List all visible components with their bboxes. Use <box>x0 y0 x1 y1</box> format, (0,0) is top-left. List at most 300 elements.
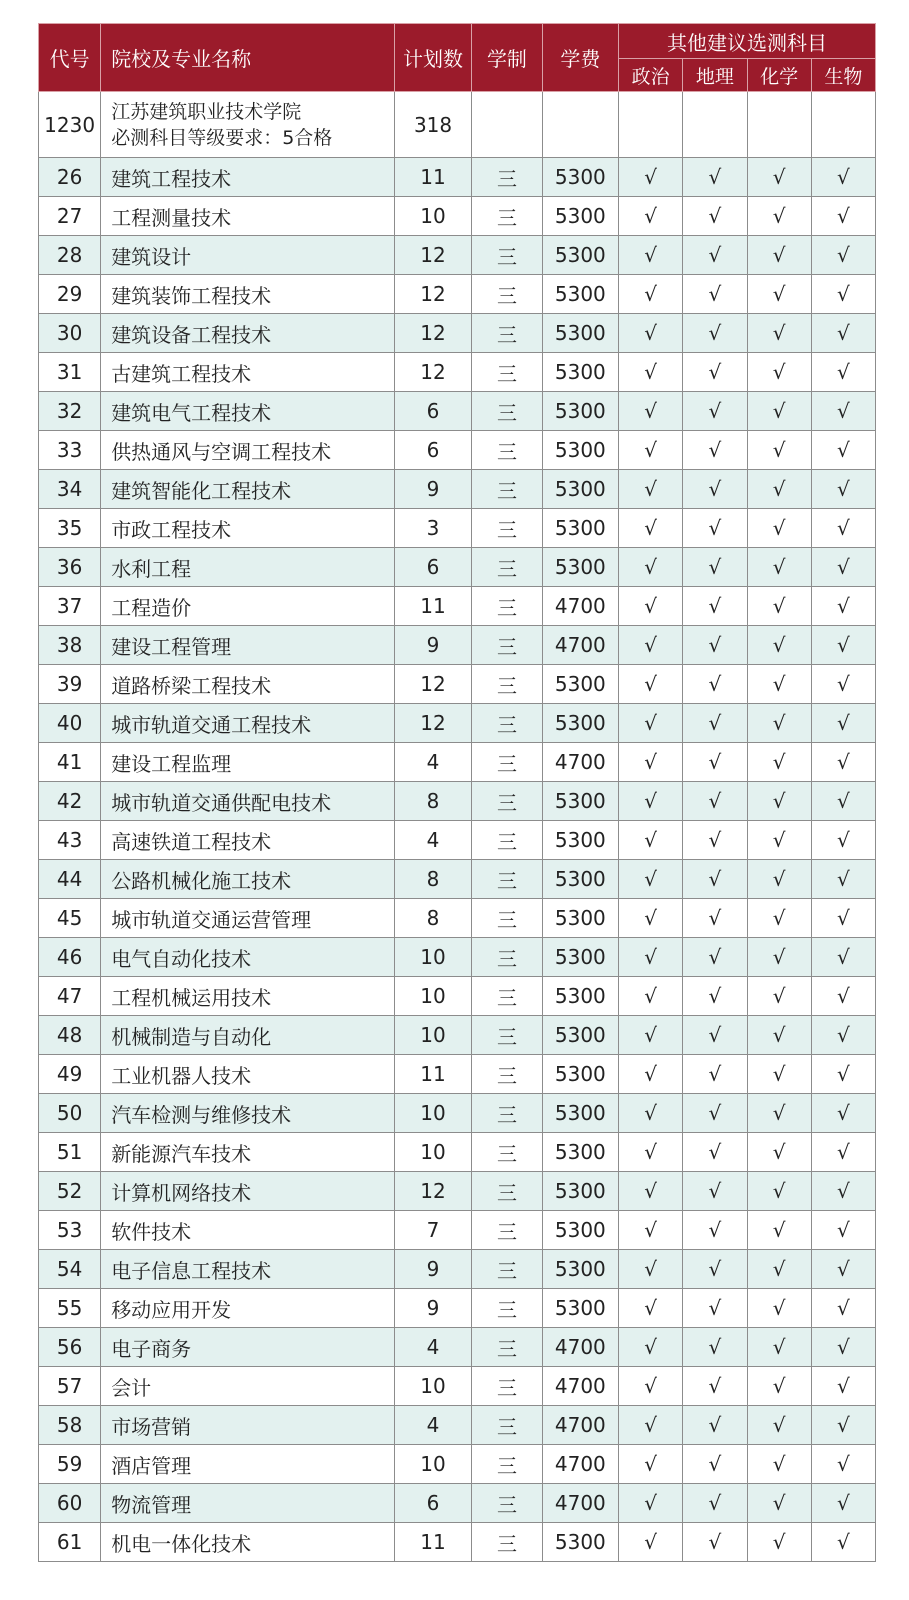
major-plan: 9 <box>394 1289 471 1328</box>
check-mark-geography: √ <box>683 665 747 704</box>
major-duration: 三 <box>472 548 542 587</box>
major-duration: 三 <box>472 197 542 236</box>
major-name: 电气自动化技术 <box>101 938 395 977</box>
table-header <box>39 24 876 92</box>
major-plan: 10 <box>394 1367 471 1406</box>
institution-plan: 318 <box>394 92 471 158</box>
major-name: 公路机械化施工技术 <box>101 860 395 899</box>
check-mark-biology: √ <box>811 197 875 236</box>
check-mark-geography: √ <box>683 1406 747 1445</box>
check-mark-biology: √ <box>811 548 875 587</box>
table-row <box>39 236 876 275</box>
major-plan: 4 <box>394 821 471 860</box>
check-mark-geography: √ <box>683 1133 747 1172</box>
table-row <box>39 1172 876 1211</box>
check-mark-politics: √ <box>619 392 683 431</box>
major-name: 会计 <box>101 1367 395 1406</box>
major-duration: 三 <box>472 821 542 860</box>
check-mark-chemistry: √ <box>747 1055 811 1094</box>
check-mark-geography: √ <box>683 353 747 392</box>
major-tuition: 5300 <box>542 665 618 704</box>
check-mark-politics: √ <box>619 314 683 353</box>
major-tuition: 5300 <box>542 1250 618 1289</box>
check-mark-biology: √ <box>811 1133 875 1172</box>
major-duration: 三 <box>472 899 542 938</box>
check-mark-geography: √ <box>683 314 747 353</box>
major-tuition: 4700 <box>542 1484 618 1523</box>
check-mark-chemistry: √ <box>747 665 811 704</box>
major-plan: 6 <box>394 392 471 431</box>
major-duration: 三 <box>472 938 542 977</box>
major-duration: 三 <box>472 1484 542 1523</box>
header-subject-biology: 生物 <box>811 59 875 92</box>
header-code: 代号 <box>39 24 101 92</box>
major-tuition: 5300 <box>542 1211 618 1250</box>
major-tuition: 5300 <box>542 470 618 509</box>
major-code: 30 <box>39 314 101 353</box>
check-mark-biology: √ <box>811 743 875 782</box>
check-mark-geography: √ <box>683 197 747 236</box>
major-tuition: 5300 <box>542 1016 618 1055</box>
major-tuition: 5300 <box>542 431 618 470</box>
major-tuition: 5300 <box>542 1094 618 1133</box>
table-row <box>39 977 876 1016</box>
check-mark-geography: √ <box>683 860 747 899</box>
major-tuition: 4700 <box>542 587 618 626</box>
check-mark-biology: √ <box>811 1367 875 1406</box>
major-name: 计算机网络技术 <box>101 1172 395 1211</box>
check-mark-geography: √ <box>683 431 747 470</box>
major-name: 建设工程管理 <box>101 626 395 665</box>
major-name: 道路桥梁工程技术 <box>101 665 395 704</box>
table-row <box>39 548 876 587</box>
table-row <box>39 626 876 665</box>
major-code: 46 <box>39 938 101 977</box>
check-mark-chemistry: √ <box>747 509 811 548</box>
check-mark-chemistry: √ <box>747 1523 811 1562</box>
institution-empty-cell <box>542 92 618 158</box>
major-duration: 三 <box>472 1445 542 1484</box>
table-body <box>39 92 876 1562</box>
check-mark-politics: √ <box>619 1133 683 1172</box>
major-duration: 三 <box>472 431 542 470</box>
check-mark-biology: √ <box>811 431 875 470</box>
table-row <box>39 704 876 743</box>
major-tuition: 5300 <box>542 314 618 353</box>
major-name: 建筑工程技术 <box>101 158 395 197</box>
major-tuition: 4700 <box>542 1406 618 1445</box>
major-name: 机电一体化技术 <box>101 1523 395 1562</box>
check-mark-politics: √ <box>619 353 683 392</box>
check-mark-biology: √ <box>811 899 875 938</box>
table-row <box>39 587 876 626</box>
major-duration: 三 <box>472 1133 542 1172</box>
major-plan: 4 <box>394 1406 471 1445</box>
check-mark-politics: √ <box>619 899 683 938</box>
major-name: 工业机器人技术 <box>101 1055 395 1094</box>
major-code: 36 <box>39 548 101 587</box>
major-tuition: 5300 <box>542 392 618 431</box>
major-name: 软件技术 <box>101 1211 395 1250</box>
major-code: 26 <box>39 158 101 197</box>
check-mark-politics: √ <box>619 938 683 977</box>
check-mark-politics: √ <box>619 743 683 782</box>
major-name: 移动应用开发 <box>101 1289 395 1328</box>
major-code: 61 <box>39 1523 101 1562</box>
header-subject-geography: 地理 <box>683 59 747 92</box>
table-row <box>39 665 876 704</box>
check-mark-chemistry: √ <box>747 1250 811 1289</box>
check-mark-geography: √ <box>683 1289 747 1328</box>
check-mark-politics: √ <box>619 197 683 236</box>
major-name: 建筑装饰工程技术 <box>101 275 395 314</box>
check-mark-politics: √ <box>619 1250 683 1289</box>
check-mark-chemistry: √ <box>747 1406 811 1445</box>
check-mark-politics: √ <box>619 704 683 743</box>
check-mark-geography: √ <box>683 158 747 197</box>
major-tuition: 5300 <box>542 275 618 314</box>
check-mark-chemistry: √ <box>747 353 811 392</box>
major-duration: 三 <box>472 704 542 743</box>
major-code: 28 <box>39 236 101 275</box>
check-mark-chemistry: √ <box>747 938 811 977</box>
table-row <box>39 1211 876 1250</box>
check-mark-geography: √ <box>683 1055 747 1094</box>
check-mark-biology: √ <box>811 1055 875 1094</box>
check-mark-politics: √ <box>619 470 683 509</box>
check-mark-chemistry: √ <box>747 275 811 314</box>
check-mark-chemistry: √ <box>747 1445 811 1484</box>
check-mark-geography: √ <box>683 1016 747 1055</box>
check-mark-politics: √ <box>619 1016 683 1055</box>
header-plan: 计划数 <box>394 24 471 92</box>
check-mark-geography: √ <box>683 470 747 509</box>
check-mark-politics: √ <box>619 1094 683 1133</box>
institution-empty-cell <box>472 92 542 158</box>
check-mark-geography: √ <box>683 1445 747 1484</box>
major-name: 建筑智能化工程技术 <box>101 470 395 509</box>
major-plan: 10 <box>394 197 471 236</box>
major-plan: 9 <box>394 470 471 509</box>
check-mark-geography: √ <box>683 899 747 938</box>
major-code: 38 <box>39 626 101 665</box>
major-duration: 三 <box>472 1016 542 1055</box>
check-mark-chemistry: √ <box>747 1172 811 1211</box>
major-code: 41 <box>39 743 101 782</box>
check-mark-biology: √ <box>811 1406 875 1445</box>
table-row <box>39 1523 876 1562</box>
major-tuition: 5300 <box>542 977 618 1016</box>
major-tuition: 4700 <box>542 1367 618 1406</box>
major-duration: 三 <box>472 353 542 392</box>
major-code: 37 <box>39 587 101 626</box>
major-code: 45 <box>39 899 101 938</box>
check-mark-politics: √ <box>619 431 683 470</box>
check-mark-politics: √ <box>619 1445 683 1484</box>
major-tuition: 5300 <box>542 821 618 860</box>
institution-empty-cell <box>747 92 811 158</box>
check-mark-biology: √ <box>811 353 875 392</box>
header-other-subjects: 其他建议选测科目 <box>619 24 876 59</box>
major-code: 60 <box>39 1484 101 1523</box>
major-code: 44 <box>39 860 101 899</box>
major-tuition: 5300 <box>542 782 618 821</box>
check-mark-biology: √ <box>811 1445 875 1484</box>
check-mark-chemistry: √ <box>747 158 811 197</box>
check-mark-geography: √ <box>683 392 747 431</box>
check-mark-biology: √ <box>811 470 875 509</box>
check-mark-chemistry: √ <box>747 860 811 899</box>
major-duration: 三 <box>472 470 542 509</box>
major-tuition: 5300 <box>542 860 618 899</box>
major-tuition: 5300 <box>542 1289 618 1328</box>
check-mark-chemistry: √ <box>747 1133 811 1172</box>
check-mark-biology: √ <box>811 587 875 626</box>
major-code: 32 <box>39 392 101 431</box>
check-mark-biology: √ <box>811 314 875 353</box>
check-mark-politics: √ <box>619 782 683 821</box>
major-name: 城市轨道交通工程技术 <box>101 704 395 743</box>
header-subject-politics: 政治 <box>619 59 683 92</box>
major-name: 汽车检测与维修技术 <box>101 1094 395 1133</box>
major-duration: 三 <box>472 1250 542 1289</box>
check-mark-biology: √ <box>811 509 875 548</box>
check-mark-chemistry: √ <box>747 899 811 938</box>
major-plan: 10 <box>394 1094 471 1133</box>
major-tuition: 5300 <box>542 197 618 236</box>
major-code: 40 <box>39 704 101 743</box>
check-mark-geography: √ <box>683 1094 747 1133</box>
check-mark-geography: √ <box>683 977 747 1016</box>
major-plan: 12 <box>394 314 471 353</box>
table-row <box>39 353 876 392</box>
check-mark-politics: √ <box>619 158 683 197</box>
check-mark-biology: √ <box>811 821 875 860</box>
major-code: 47 <box>39 977 101 1016</box>
major-tuition: 4700 <box>542 1328 618 1367</box>
major-duration: 三 <box>472 1328 542 1367</box>
major-code: 57 <box>39 1367 101 1406</box>
major-duration: 三 <box>472 1055 542 1094</box>
major-plan: 4 <box>394 743 471 782</box>
check-mark-politics: √ <box>619 821 683 860</box>
major-tuition: 4700 <box>542 743 618 782</box>
check-mark-geography: √ <box>683 743 747 782</box>
check-mark-politics: √ <box>619 587 683 626</box>
major-plan: 9 <box>394 626 471 665</box>
header-subject-chemistry: 化学 <box>747 59 811 92</box>
check-mark-biology: √ <box>811 704 875 743</box>
institution-code: 1230 <box>39 92 101 158</box>
major-name: 建筑电气工程技术 <box>101 392 395 431</box>
major-tuition: 5300 <box>542 1133 618 1172</box>
check-mark-politics: √ <box>619 977 683 1016</box>
institution-empty-cell <box>619 92 683 158</box>
table-row <box>39 1055 876 1094</box>
table-row <box>39 1328 876 1367</box>
check-mark-politics: √ <box>619 1172 683 1211</box>
table-row <box>39 899 876 938</box>
major-code: 50 <box>39 1094 101 1133</box>
major-plan: 11 <box>394 587 471 626</box>
major-plan: 4 <box>394 1328 471 1367</box>
major-name: 工程造价 <box>101 587 395 626</box>
table-row <box>39 1289 876 1328</box>
institution-empty-cell <box>683 92 747 158</box>
check-mark-biology: √ <box>811 1211 875 1250</box>
major-plan: 12 <box>394 704 471 743</box>
header-duration: 学制 <box>472 24 542 92</box>
major-plan: 10 <box>394 1133 471 1172</box>
major-tuition: 5300 <box>542 704 618 743</box>
major-plan: 11 <box>394 1055 471 1094</box>
check-mark-biology: √ <box>811 1016 875 1055</box>
check-mark-geography: √ <box>683 782 747 821</box>
major-tuition: 5300 <box>542 548 618 587</box>
check-mark-chemistry: √ <box>747 1367 811 1406</box>
check-mark-geography: √ <box>683 1523 747 1562</box>
table-row <box>39 509 876 548</box>
check-mark-biology: √ <box>811 1172 875 1211</box>
major-plan: 12 <box>394 665 471 704</box>
major-plan: 9 <box>394 1250 471 1289</box>
check-mark-chemistry: √ <box>747 197 811 236</box>
check-mark-geography: √ <box>683 626 747 665</box>
major-plan: 8 <box>394 860 471 899</box>
major-duration: 三 <box>472 509 542 548</box>
check-mark-chemistry: √ <box>747 314 811 353</box>
major-plan: 10 <box>394 1445 471 1484</box>
check-mark-biology: √ <box>811 1484 875 1523</box>
table-row <box>39 1094 876 1133</box>
major-name: 市场营销 <box>101 1406 395 1445</box>
check-mark-chemistry: √ <box>747 977 811 1016</box>
table-row <box>39 1016 876 1055</box>
major-name: 古建筑工程技术 <box>101 353 395 392</box>
major-tuition: 5300 <box>542 158 618 197</box>
major-plan: 8 <box>394 782 471 821</box>
check-mark-politics: √ <box>619 275 683 314</box>
major-name: 新能源汽车技术 <box>101 1133 395 1172</box>
major-code: 58 <box>39 1406 101 1445</box>
major-name: 水利工程 <box>101 548 395 587</box>
check-mark-geography: √ <box>683 1172 747 1211</box>
header-name: 院校及专业名称 <box>101 24 395 92</box>
major-duration: 三 <box>472 1172 542 1211</box>
major-tuition: 5300 <box>542 1523 618 1562</box>
major-code: 52 <box>39 1172 101 1211</box>
check-mark-biology: √ <box>811 1523 875 1562</box>
major-plan: 6 <box>394 431 471 470</box>
major-code: 33 <box>39 431 101 470</box>
check-mark-geography: √ <box>683 1250 747 1289</box>
major-code: 53 <box>39 1211 101 1250</box>
major-tuition: 5300 <box>542 1172 618 1211</box>
table-row <box>39 1484 876 1523</box>
major-duration: 三 <box>472 1094 542 1133</box>
major-tuition: 5300 <box>542 509 618 548</box>
major-name: 市政工程技术 <box>101 509 395 548</box>
check-mark-chemistry: √ <box>747 431 811 470</box>
check-mark-biology: √ <box>811 626 875 665</box>
major-code: 34 <box>39 470 101 509</box>
check-mark-politics: √ <box>619 626 683 665</box>
check-mark-geography: √ <box>683 587 747 626</box>
major-name: 酒店管理 <box>101 1445 395 1484</box>
check-mark-chemistry: √ <box>747 704 811 743</box>
check-mark-biology: √ <box>811 392 875 431</box>
major-plan: 3 <box>394 509 471 548</box>
institution-requirement: 必测科目等级要求：5合格 <box>111 126 333 149</box>
institution-name-cell <box>101 92 395 158</box>
major-code: 49 <box>39 1055 101 1094</box>
check-mark-chemistry: √ <box>747 821 811 860</box>
major-tuition: 5300 <box>542 353 618 392</box>
major-name: 城市轨道交通运营管理 <box>101 899 395 938</box>
major-duration: 三 <box>472 1289 542 1328</box>
major-duration: 三 <box>472 236 542 275</box>
table-row <box>39 860 876 899</box>
major-duration: 三 <box>472 665 542 704</box>
check-mark-politics: √ <box>619 1055 683 1094</box>
check-mark-chemistry: √ <box>747 1328 811 1367</box>
major-code: 56 <box>39 1328 101 1367</box>
table-row <box>39 1445 876 1484</box>
major-name: 机械制造与自动化 <box>101 1016 395 1055</box>
check-mark-politics: √ <box>619 1484 683 1523</box>
major-tuition: 4700 <box>542 1445 618 1484</box>
check-mark-biology: √ <box>811 665 875 704</box>
check-mark-politics: √ <box>619 1406 683 1445</box>
major-code: 48 <box>39 1016 101 1055</box>
major-plan: 11 <box>394 1523 471 1562</box>
major-duration: 三 <box>472 275 542 314</box>
check-mark-chemistry: √ <box>747 548 811 587</box>
major-code: 27 <box>39 197 101 236</box>
major-plan: 12 <box>394 353 471 392</box>
check-mark-geography: √ <box>683 1328 747 1367</box>
major-tuition: 5300 <box>542 236 618 275</box>
table-row <box>39 470 876 509</box>
table-row <box>39 431 876 470</box>
check-mark-politics: √ <box>619 1211 683 1250</box>
institution-row <box>39 92 876 158</box>
major-code: 42 <box>39 782 101 821</box>
table-row <box>39 392 876 431</box>
check-mark-chemistry: √ <box>747 782 811 821</box>
major-duration: 三 <box>472 860 542 899</box>
check-mark-geography: √ <box>683 704 747 743</box>
major-tuition: 4700 <box>542 626 618 665</box>
major-name: 建筑设备工程技术 <box>101 314 395 353</box>
table-row <box>39 938 876 977</box>
check-mark-politics: √ <box>619 860 683 899</box>
check-mark-chemistry: √ <box>747 1094 811 1133</box>
check-mark-geography: √ <box>683 275 747 314</box>
major-duration: 三 <box>472 626 542 665</box>
table-row <box>39 782 876 821</box>
major-code: 54 <box>39 1250 101 1289</box>
check-mark-biology: √ <box>811 1094 875 1133</box>
major-duration: 三 <box>472 1367 542 1406</box>
major-code: 59 <box>39 1445 101 1484</box>
major-name: 电子商务 <box>101 1328 395 1367</box>
check-mark-biology: √ <box>811 938 875 977</box>
check-mark-politics: √ <box>619 1289 683 1328</box>
major-plan: 7 <box>394 1211 471 1250</box>
major-plan: 6 <box>394 548 471 587</box>
check-mark-chemistry: √ <box>747 470 811 509</box>
